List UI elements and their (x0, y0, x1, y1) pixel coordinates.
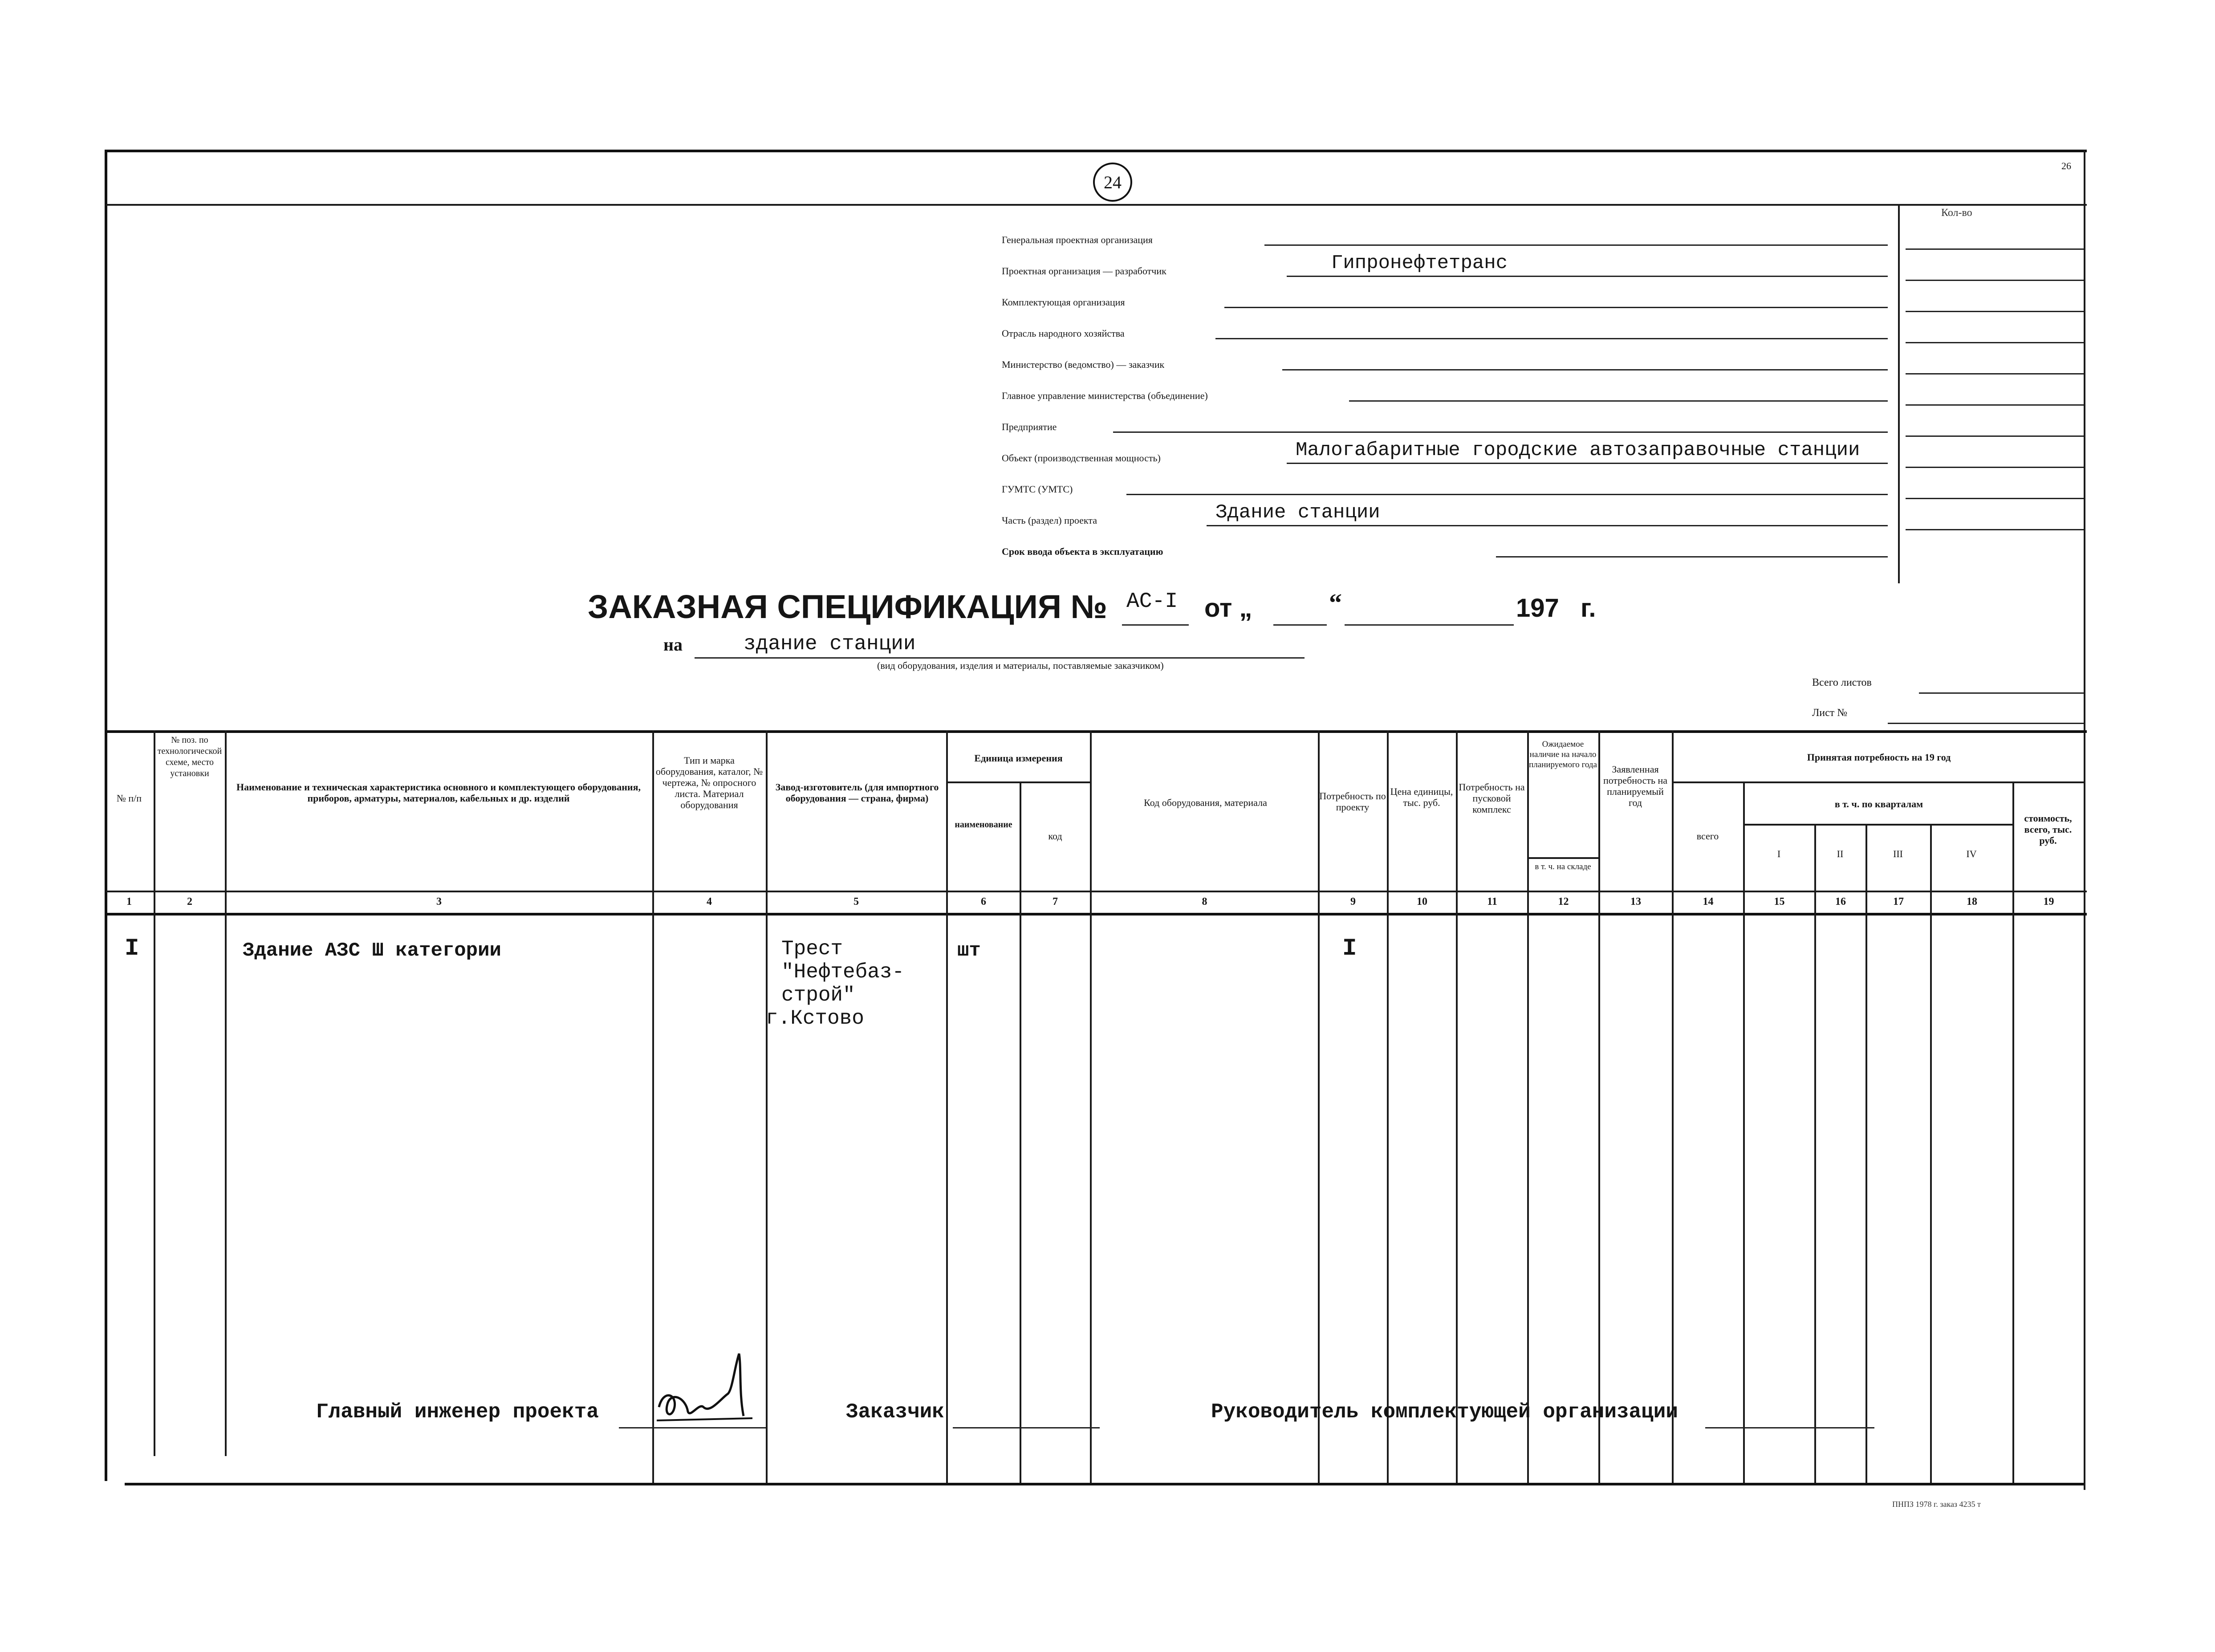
org-field-project-part (1002, 499, 1892, 530)
org-field-label: Предприятие (1002, 421, 1057, 432)
spec-title (588, 588, 1656, 632)
spec-on-caption: (вид оборудования, изделия и материалы, поставляемые заказчиком) (877, 660, 1164, 671)
col-number: 9 (1350, 896, 1356, 907)
org-field-assembler (1002, 281, 1892, 312)
row-quantity: I (1342, 935, 1357, 962)
org-field-label: Генеральная проектная организация (1002, 234, 1153, 245)
col-header-8: Код оборудования, материала (1144, 797, 1267, 808)
qty-header: Кол-во (1941, 207, 1972, 219)
spec-subject (663, 632, 1554, 681)
col-number: 3 (436, 896, 442, 907)
col-number: 19 (2043, 896, 2054, 907)
col-number: 14 (1703, 896, 1714, 907)
table-bottom-line (125, 1483, 2084, 1485)
spec-quote: “ (1329, 588, 1342, 617)
qty-column-line (1898, 205, 1900, 583)
spec-on-value: здание станции (744, 632, 916, 655)
spec-year: 197 (1516, 594, 1559, 623)
spec-title-main: ЗАКАЗНАЯ СПЕЦИФИКАЦИЯ № (588, 588, 1108, 625)
col-header-19: стоимость, всего, тыс. руб. (2024, 813, 2072, 846)
org-field-label: Часть (раздел) проекта (1002, 515, 1097, 526)
col-number: 2 (187, 896, 192, 907)
col-number: 10 (1417, 896, 1427, 907)
frame-right-line (2084, 150, 2085, 1490)
sheet-number-label: Лист № (1812, 707, 1848, 719)
sheets-total-label: Всего листов (1812, 677, 1872, 688)
corner-mark: 26 (2061, 160, 2071, 171)
col-number: 12 (1558, 896, 1569, 907)
org-field-gumts (1002, 468, 1892, 499)
col-number: 4 (707, 896, 712, 907)
footer-print-mark: ПНПЗ 1978 г. заказ 4235 т (1892, 1500, 1981, 1509)
org-field-label: Объект (производственная мощность) (1002, 452, 1161, 464)
table-number-row-top (106, 891, 2087, 892)
manufacturer-line: "Нефтебаз- (781, 960, 905, 984)
org-field-commissioning (1002, 530, 1892, 561)
manufacturer-line: Трест (781, 937, 843, 960)
col-header-9: Потребность по проекту (1319, 790, 1386, 813)
spec-number: АС-I (1126, 590, 1178, 614)
col-header-7: код (1048, 830, 1062, 842)
signature-scribble (650, 1340, 766, 1429)
org-field-value: Здание станции (1215, 501, 1380, 524)
org-field-label: Комплектующая организация (1002, 297, 1125, 308)
col-number: 15 (1774, 896, 1785, 907)
quarter-header-1: I (1777, 848, 1781, 859)
org-field-label: Срок ввода объекта в эксплуатацию (1002, 546, 1163, 557)
col-header-6: наименование (955, 820, 1012, 830)
row-manufacturer (766, 937, 904, 1030)
table-top-line (106, 730, 2087, 733)
table-body-top-line (106, 913, 2087, 916)
col-header-12b: в т. ч. на складе (1535, 862, 1591, 871)
col-header-10: Цена единицы, тыс. руб. (1390, 786, 1453, 808)
col-number: 13 (1630, 896, 1641, 907)
col-header-15-18: в т. ч. по кварталам (1834, 798, 1923, 810)
org-field-value: Малогабаритные городские автозаправочные станции (1296, 439, 1860, 461)
org-field-label: ГУМТС (УМТС) (1002, 484, 1073, 495)
org-field-main-department (1002, 374, 1892, 405)
col-number: 8 (1202, 896, 1207, 907)
spec-on-label: на (663, 635, 683, 655)
quarter-header-3: III (1893, 848, 1903, 859)
col-header-4: Тип и марка оборудования, каталог, № чертежа, № опросного листа. Материал оборудования (655, 755, 763, 810)
customer-label: Заказчик (846, 1400, 944, 1424)
org-field-object (1002, 436, 1892, 468)
org-field-ministry (1002, 343, 1892, 374)
org-field-general (1002, 218, 1892, 249)
manufacturer-line: г.Кстово (766, 1007, 864, 1030)
head-org-label: Руководитель комплектующей организации (1211, 1400, 1678, 1424)
frame-left-line (105, 150, 107, 1481)
col-header-12: Ожидаемое наличие на начало планируемого года (1529, 740, 1597, 769)
frame-top-line (106, 150, 2087, 152)
col-header-13: Заявленная потребность на планируемый год (1603, 764, 1668, 808)
quarter-header-2: II (1837, 848, 1844, 859)
header-separator-line (106, 204, 2087, 206)
org-field-industry (1002, 312, 1892, 343)
col-header-5: Завод-изготовитель (для импортного оборудования — страна, фирма) (775, 781, 939, 804)
manufacturer-line: строй" (781, 984, 855, 1007)
col-number: 5 (853, 896, 859, 907)
chief-engineer-label: Главный инженер проекта (316, 1400, 599, 1424)
org-field-label: Главное управление министерства (объединение) (1002, 390, 1208, 401)
col-header-6-7: Единица измерения (974, 753, 1063, 764)
col-number: 11 (1487, 896, 1497, 907)
col-header-14-19: Принятая потребность на 19 год (1807, 752, 1951, 763)
row-unit: шт (957, 940, 981, 962)
row-index: I (125, 935, 139, 962)
spec-year-suffix: г. (1581, 594, 1596, 623)
org-field-developer (1002, 249, 1892, 281)
org-field-enterprise (1002, 405, 1892, 436)
org-field-label: Министерство (ведомство) — заказчик (1002, 359, 1165, 370)
org-field-label: Отрасль народного хозяйства (1002, 328, 1125, 339)
col-number: 7 (1053, 896, 1058, 907)
col-number: 6 (981, 896, 986, 907)
col-header-3: Наименование и техническая характеристика основного и комплектующего оборудования, приборов, арматуры, материалов, кабельных и др. изделий (236, 781, 641, 804)
row-name: Здание АЗС Ш категории (243, 940, 501, 962)
page-number-circle (1093, 163, 1132, 202)
col-number: 1 (126, 896, 132, 907)
org-field-value: Гипронефтетранс (1331, 252, 1508, 274)
org-field-label: Проектная организация — разработчик (1002, 265, 1166, 277)
col-header-1: № п/п (116, 793, 142, 804)
col-number: 18 (1967, 896, 1977, 907)
col-header-11: Потребность на пусковой комплекс (1459, 781, 1525, 815)
quarter-header-4: IV (1966, 848, 1977, 859)
col-header-2: № поз. по технологической схеме, место установки (157, 735, 222, 778)
col-number: 17 (1893, 896, 1904, 907)
col-number: 16 (1835, 896, 1846, 907)
page-number: 24 (1104, 172, 1122, 192)
col-header-14: всего (1696, 830, 1719, 842)
spec-from: от „ (1204, 594, 1252, 623)
